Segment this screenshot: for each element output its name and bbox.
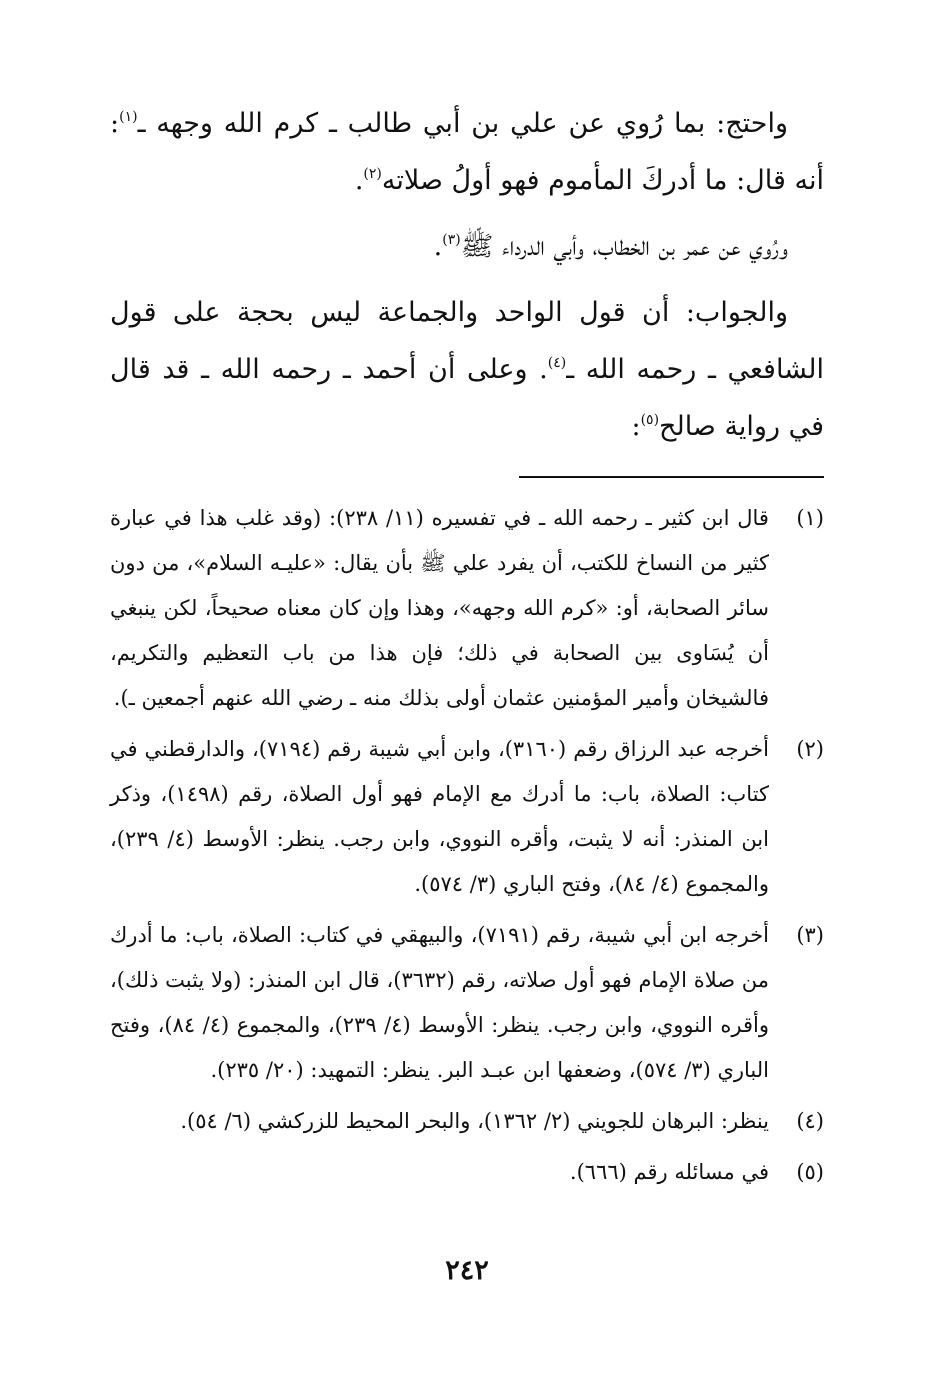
footnote-number: (١)	[796, 506, 824, 530]
main-paragraph	[110, 284, 824, 455]
paragraph-text: .	[433, 231, 443, 262]
footnote-text: في مسائله رقم (٦٦٦).	[569, 1160, 769, 1184]
footnote-item	[110, 727, 824, 907]
paragraph-text: والجواب: أن قول الواحد والجماعة ليس بحجة على قول الشافعي ـ رحمه الله ـ	[110, 297, 824, 385]
main-text	[110, 95, 824, 455]
footnotes	[110, 496, 824, 1195]
footnote-ref: (٢)	[363, 166, 382, 182]
footnote-text: أخرجه عبد الرزاق رقم (٣١٦٠)، وابن أبي شيبة رقم (٧١٩٤)، والدارقطني في كتاب: الصلاة، باب: ما أدرك مع الإمام فهو أول الصلاة، رقم (١٤٩٨)، وذكر ابن المنذر: أنه لا يثبت، وأقره النووي، وابن رجب. ينظر: الأوسط (٤/ ٢٣٩)، والمجموع (٤/ ٨٤)، وفتح الباري (٣/ ٥٧٤).	[110, 737, 769, 896]
paragraph-text: . وعلى أن أحمد ـ رحمه الله ـ قد قال في رواية صالح	[110, 354, 824, 442]
footnote-item	[110, 1099, 824, 1144]
page-number: ٢٤٢	[445, 1255, 489, 1286]
footnote-text: قال ابن كثير ـ رحمه الله ـ في تفسيره (١١/ ٢٣٨): (وقد غلب هذا في عبارة كثير من النساخ للكتب، أن يفرد علي ﷺ بأن يقال: «عليـه السلام»، من دون سائر الصحابة، أو: «كرم الله وجهه»، وهذا وإن كان معناه صحيحاً، لكن ينبغي أن يُسَاوى بين الصحابة في ذلك؛ فإن هذا من باب التعظيم والتكريم، فالشيخان وأمير المؤمنين عثمان أولى بذلك منه ـ رضي الله عنهم أجمعين ـ).	[110, 506, 769, 710]
paragraph-text: .	[354, 165, 364, 196]
paragraph-text: : أنه قال: ما أدركَ المأموم فهو أولُ صلاته	[110, 108, 824, 196]
footnote-number: (٣)	[796, 923, 824, 947]
footnote-text: ينظر: البرهان للجويني (٢/ ١٣٦٢)، والبحر المحيط للزركشي (٦/ ٥٤).	[180, 1109, 769, 1133]
footnote-ref: (٤)	[547, 355, 567, 371]
paragraph-text: ورُوي عن عمر بن الخطاب، وأبي الدرداء ﷺ	[460, 231, 788, 262]
paragraph-text: :	[631, 411, 641, 442]
paragraph-text: واحتج: بما رُوي عن علي بن أبي طالب ـ كرم الله وجهه ـ	[137, 108, 788, 139]
footnote-number: (٢)	[796, 737, 824, 761]
main-paragraph	[110, 218, 824, 275]
footnote-ref: (٥)	[640, 412, 660, 428]
footnote-ref: (١)	[119, 109, 138, 125]
footnote-divider	[519, 476, 824, 478]
main-paragraph	[110, 95, 824, 209]
footnote-item	[110, 913, 824, 1093]
footnote-text: أخرجه ابن أبي شيبة، رقم (٧١٩١)، والبيهقي في كتاب: الصلاة، باب: ما أدرك من صلاة الإمام فهو أول صلاته، رقم (٣٦٣٢)، قال ابن المنذر: (ولا يثبت ذلك)، وأقره النووي، وابن رجب. ينظر: الأوسط (٤/ ٢٣٩)، والمجموع (٤/ ٨٤)، وفتح الباري (٣/ ٥٧٤)، وضعفها ابن عبـد البر. ينظر: التمهيد: (٢٠/ ٢٣٥).	[110, 923, 770, 1082]
footnote-item	[110, 496, 824, 721]
footnote-ref: (٣)	[442, 232, 461, 248]
footnote-number: (٤)	[796, 1109, 824, 1133]
footnote-item	[110, 1150, 824, 1195]
footnote-number: (٥)	[796, 1160, 824, 1184]
